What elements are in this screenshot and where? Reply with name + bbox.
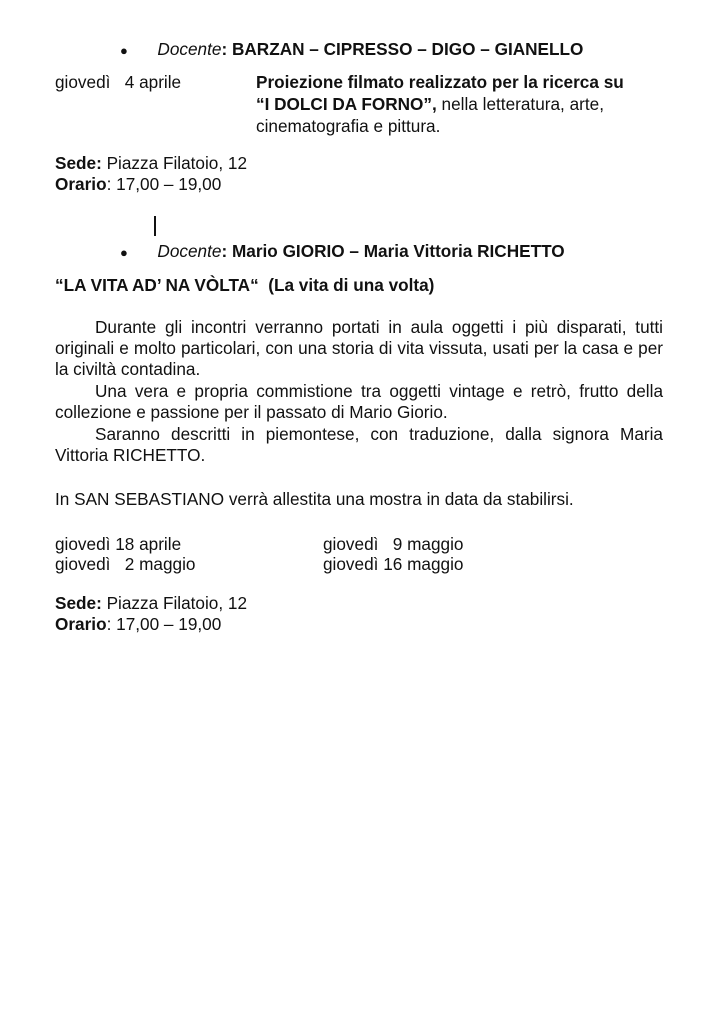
event-title-line2 [256, 94, 604, 115]
paragraph-1: Durante gli incontri verranno portati in aula oggetti i più disparati, tutti originali e molto particolari, con una storia di vita vissuta, usati per la casa e per la civiltà contadina. [55, 317, 663, 380]
paragraph-2: Una vera e propria commistione tra oggetti vintage e retrò, frutto della collezione e passione per il passato di Mario Giorio. [55, 381, 663, 423]
date-item: giovedì 18 aprile [55, 534, 182, 554]
sede-label: Sede: [55, 593, 102, 613]
event-title-highlight: “I DOLCI DA FORNO”, [256, 94, 437, 114]
docente-label: Docente [157, 241, 222, 261]
orario-label: Orario [55, 174, 107, 194]
date-item: giovedì 9 maggio [323, 534, 464, 554]
bullet-icon: ● [120, 245, 128, 260]
docente-line-2 [120, 241, 565, 263]
course-title: “LA VITA AD’ NA VÒLTA“ (La vita di una volta) [55, 275, 435, 295]
orario-value: : 17,00 – 19,00 [106, 614, 222, 634]
docente-line-1 [120, 39, 583, 61]
sede-value: Piazza Filatoio, 12 [101, 153, 248, 173]
sede-line-2 [55, 593, 247, 614]
sede-label: Sede: [55, 153, 102, 173]
mostra-note: In SAN SEBASTIANO verrà allestita una mostra in data da stabilirsi. [55, 489, 574, 509]
event-desc-line2: nella letteratura, arte, [436, 94, 604, 114]
docente-names: : Mario GIORIO – Maria Vittoria RICHETTO [221, 241, 565, 261]
paragraph-3: Saranno descritti in piemontese, con traduzione, dalla signora Maria Vittoria RICHETTO. [55, 424, 663, 466]
bullet-icon: ● [120, 43, 128, 58]
date-item: giovedì 16 maggio [323, 554, 464, 574]
sede-line-1 [55, 153, 247, 174]
orario-line-1 [55, 174, 221, 195]
docente-label: Docente [157, 39, 222, 59]
event-title-line1: Proiezione filmato realizzato per la ricerca su [256, 72, 624, 92]
sede-value: Piazza Filatoio, 12 [101, 593, 248, 613]
orario-label: Orario [55, 614, 107, 634]
event-desc-line3: cinematografia e pittura. [256, 116, 441, 136]
date-item: giovedì 2 maggio [55, 554, 196, 574]
orario-line-2 [55, 614, 221, 635]
event-date: giovedì 4 aprile [55, 72, 182, 92]
orario-value: : 17,00 – 19,00 [106, 174, 222, 194]
text-cursor [154, 216, 156, 236]
docente-names: : BARZAN – CIPRESSO – DIGO – GIANELLO [221, 39, 584, 59]
